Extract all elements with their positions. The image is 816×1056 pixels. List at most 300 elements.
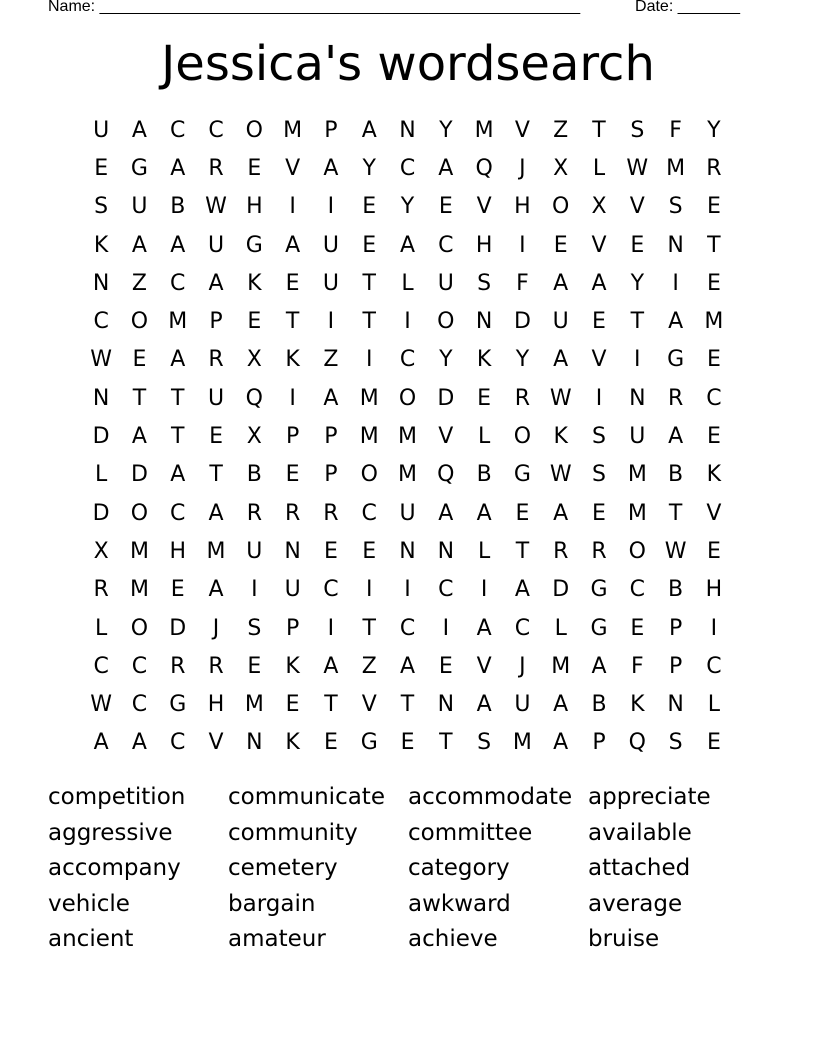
grid-letter: M [666,155,686,181]
grid-letter: P [209,309,223,335]
word-list-item: community [228,819,358,846]
grid-letter: E [553,232,568,258]
grid-letter: V [706,500,722,526]
grid-letter: C [170,500,186,526]
grid-letter: T [209,462,223,488]
grid-letter: E [285,692,300,718]
grid-letter: U [246,538,263,564]
grid-letter: R [208,155,224,181]
grid-letter: C [514,615,531,641]
grid-letter: M [129,538,149,564]
grid-letter: Q [437,462,455,488]
grid-letter: Z [361,653,377,679]
word-list-item: achieve [408,926,498,952]
grid-letter: L [95,615,108,641]
grid-letter: W [549,385,572,411]
grid-letter: W [205,194,227,220]
grid-letter: O [628,538,646,564]
grid-letter: U [514,692,531,718]
grid-letter: A [668,309,684,335]
grid-letter: R [553,538,569,564]
grid-letter: X [553,155,569,181]
grid-letter: C [131,692,148,718]
grid-letter: I [404,309,411,335]
grid-letter: G [590,615,608,641]
grid-letter: Y [362,155,376,181]
grid-letter: E [285,270,300,296]
word-list-item: bargain [228,890,316,917]
grid-letter: A [208,270,224,296]
grid-letter: K [285,653,300,679]
grid-letter: C [399,347,416,373]
grid-letter: C [399,615,416,641]
grid-letter: X [591,194,607,220]
grid-letter: A [476,500,492,526]
grid-letter: T [132,385,147,411]
grid-letter: B [246,462,262,488]
grid-letter: E [209,424,223,450]
grid-letter: W [626,155,649,181]
grid-letter: F [669,117,682,143]
grid-letter: V [361,692,377,718]
grid-letter: P [324,424,338,450]
grid-letter: E [706,347,721,373]
grid-letter: L [592,155,606,181]
grid-letter: E [706,270,721,296]
grid-letter: Q [245,385,263,411]
grid-letter: A [553,270,569,296]
grid-letter: K [247,270,262,296]
grid-letter: P [285,424,300,450]
grid-letter: X [246,424,262,450]
grid-letter: A [553,730,569,756]
grid-letter: C [208,117,224,143]
grid-letter: E [592,309,606,335]
grid-letter: A [476,692,492,718]
word-list-item: cemetery [228,855,338,881]
grid-letter: R [246,500,262,526]
grid-letter: N [475,309,493,335]
grid-letter: G [130,155,148,181]
grid-letter: B [591,692,607,718]
grid-letter: T [362,615,376,641]
grid-letter: M [206,538,226,564]
grid-letter: J [519,155,526,181]
grid-letter: R [591,538,607,564]
grid-letter: E [362,194,377,220]
grid-letter: E [438,653,453,679]
grid-letter: I [442,615,450,641]
grid-letter: I [404,577,411,603]
grid-letter: O [130,615,149,641]
grid-letter: E [362,538,377,564]
grid-letter: M [551,653,571,679]
grid-letter: K [93,232,109,258]
grid-letter: E [170,577,185,603]
grid-letter: B [668,577,684,603]
grid-letter: E [132,347,147,373]
grid-letter: E [630,615,645,641]
grid-letter: A [131,117,147,143]
grid-letter: G [360,730,378,756]
grid-letter: P [668,653,683,679]
grid-letter: Y [400,194,415,220]
grid-letter: K [553,424,568,450]
grid-letter: A [553,692,569,718]
grid-letter: R [208,347,224,373]
grid-letter: S [94,194,109,220]
grid-letter: H [246,194,263,220]
grid-letter: U [207,232,225,258]
word-list-item: average [588,890,683,917]
grid-letter: G [169,692,187,718]
grid-letter: L [707,692,721,718]
grid-letter: K [285,730,300,756]
grid-letter: E [477,385,492,411]
grid-letter: M [627,462,647,488]
grid-letter: A [399,232,416,258]
grid-letter: T [630,309,645,335]
grid-letter: T [707,232,721,258]
grid-letter: R [667,385,684,411]
grid-letter: V [438,424,454,450]
grid-letter: Y [707,117,721,143]
grid-letter: R [284,500,301,526]
grid-letter: T [362,270,376,296]
word-list-item: attached [588,855,691,881]
grid-letter: E [94,155,109,181]
name-field-label: Name: ______________________________________________________ [48,0,581,15]
grid-letter: A [131,730,147,756]
grid-letter: S [247,615,262,641]
grid-letter: T [171,385,185,411]
grid-letter: C [93,653,109,679]
grid-letter: Z [553,117,569,143]
grid-letter: V [476,653,492,679]
grid-letter: V [514,117,530,143]
grid-letter: S [592,462,606,488]
grid-letter: M [283,117,303,143]
grid-letter: U [552,309,569,335]
grid-letter: U [629,424,646,450]
grid-letter: R [706,155,722,181]
grid-letter: S [668,194,683,220]
grid-letter: I [634,347,641,373]
word-list-item: competition [48,784,186,810]
grid-letter: A [131,424,147,450]
grid-letter: W [664,538,687,564]
grid-letter: R [514,385,531,411]
grid-letter: A [476,615,492,641]
grid-letter: E [706,538,721,564]
grid-letter: T [362,309,376,335]
grid-letter: M [512,730,532,756]
grid-letter: K [630,692,645,718]
grid-letter: C [170,270,186,296]
grid-letter: O [130,500,149,526]
grid-letter: A [93,730,109,756]
word-list-item: accommodate [408,784,573,810]
grid-letter: T [592,117,606,143]
grid-letter: S [477,270,492,296]
word-list-item: committee [408,819,533,846]
grid-letter: I [710,615,718,641]
grid-letter: G [667,347,685,373]
grid-letter: A [170,347,186,373]
grid-letter: U [93,117,110,143]
grid-letter: B [170,194,186,220]
grid-letter: V [591,232,607,258]
grid-letter: N [92,385,110,411]
word-list-item: bruise [588,926,660,952]
word-list-item: ancient [48,926,134,952]
grid-letter: W [549,462,572,488]
grid-letter: E [247,155,262,181]
grid-letter: O [130,309,149,335]
word-list [48,780,768,958]
grid-letter: H [169,538,187,564]
header [48,0,740,18]
grid-letter: A [399,653,416,679]
grid-letter: N [284,538,301,564]
grid-letter: U [131,194,148,220]
grid-letter: S [592,424,606,450]
grid-letter: C [361,500,377,526]
grid-letter: D [437,385,455,411]
grid-letter: Z [131,270,147,296]
word-list-item: awkward [408,890,511,917]
grid-letter: R [170,653,186,679]
grid-letter: E [706,730,721,756]
grid-letter: I [480,577,488,603]
grid-letter: I [327,194,335,220]
grid-letter: U [322,232,339,258]
grid-letter: E [323,538,338,564]
grid-letter: E [706,194,721,220]
grid-letter: C [706,653,722,679]
grid-letter: O [437,309,455,335]
word-list-item: communicate [228,784,385,810]
grid-letter: I [327,309,335,335]
grid-letter: P [324,462,338,488]
word-list-item: appreciate [588,784,711,810]
grid-letter: A [438,155,454,181]
grid-letter: L [477,538,491,564]
grid-letter: C [323,577,339,603]
grid-letter: N [246,730,263,756]
grid-letter: C [706,385,722,411]
grid-letter: V [208,730,224,756]
grid-letter: I [365,347,373,373]
grid-letter: T [668,500,683,526]
grid-letter: Y [439,347,453,373]
grid-letter: R [208,653,224,679]
grid-letter: O [360,462,378,488]
grid-letter: S [668,730,683,756]
grid-letter: I [672,270,679,296]
grid-letter: C [131,653,148,679]
grid-letter: Q [475,155,493,181]
grid-letter: W [90,347,113,373]
grid-letter: U [284,577,301,603]
grid-letter: A [323,653,339,679]
grid-letter: M [168,309,188,335]
grid-letter: L [477,424,491,450]
grid-letter: I [519,232,526,258]
grid-letter: A [438,500,454,526]
grid-letter: V [629,194,645,220]
grid-letter: A [668,424,684,450]
grid-letter: A [323,155,339,181]
grid-letter: O [245,117,263,143]
grid-letter: I [595,385,603,411]
grid-letter: T [324,692,338,718]
grid-letter: Y [439,117,453,143]
grid-letter: E [630,232,645,258]
grid-letter: A [591,653,607,679]
grid-letter: N [399,538,416,564]
grid-letter: N [629,385,646,411]
grid-letter: A [361,117,377,143]
grid-letter: T [400,692,415,718]
grid-letter: D [169,615,187,641]
grid-letter: V [591,347,607,373]
grid-letter: E [285,462,300,488]
grid-letter: Z [323,347,339,373]
grid-letter: A [170,232,186,258]
grid-letter: E [515,500,530,526]
grid-letter: A [514,577,530,603]
grid-letter: K [706,462,722,488]
grid-letter: E [400,730,415,756]
grid-letter: E [247,653,262,679]
grid-letter: O [513,424,532,450]
grid-letter: E [438,194,453,220]
grid-letter: K [476,347,492,373]
grid-letter: J [519,653,526,679]
grid-letter: U [207,385,225,411]
grid-letter: O [552,194,570,220]
grid-letter: A [131,232,147,258]
grid-letter: T [515,538,530,564]
grid-letter: M [244,692,264,718]
grid-letter: W [90,692,113,718]
word-list-item: category [408,855,510,881]
grid-letter: I [327,615,335,641]
grid-letter: T [285,309,300,335]
grid-letter: L [401,270,414,296]
grid-letter: S [630,117,645,143]
grid-letter: Y [515,347,530,373]
word-list-item: amateur [228,926,326,952]
grid-letter: A [208,577,224,603]
grid-letter: N [399,117,416,143]
grid-letter: E [247,309,262,335]
grid-letter: P [592,730,606,756]
grid-letter: M [398,424,418,450]
grid-letter: D [552,577,570,603]
grid-letter: J [212,615,220,641]
grid-letter: X [246,347,262,373]
grid-letter: B [668,462,684,488]
grid-letter: L [95,462,108,488]
grid-letter: N [667,692,684,718]
grid-letter: N [667,232,684,258]
grid-letter: A [170,155,186,181]
grid-letter: C [93,309,109,335]
grid-letter: M [359,424,379,450]
grid-letter: A [553,347,569,373]
grid-letter: P [324,117,338,143]
grid-letter: C [170,117,186,143]
grid-letter: L [554,615,567,641]
grid-letter: M [627,500,647,526]
grid-letter: M [359,385,379,411]
grid-letter: D [92,424,110,450]
grid-letter: V [476,194,492,220]
grid-letter: U [437,270,454,296]
page-title: Jessica's wordsearch [161,36,655,92]
grid-letter: A [323,385,339,411]
grid-letter: H [475,232,493,258]
grid-letter: A [553,500,569,526]
grid-letter: X [93,538,109,564]
grid-letter: N [437,692,455,718]
grid-letter: E [592,500,606,526]
grid-letter: A [208,500,224,526]
grid-letter: A [285,232,301,258]
grid-letter: U [322,270,339,296]
grid-letter: C [438,232,454,258]
grid-letter: M [398,462,418,488]
date-field-label: Date: _______ [635,0,740,15]
grid-letter: T [171,424,185,450]
grid-letter: D [130,462,148,488]
grid-letter: C [438,577,454,603]
grid-letter: E [362,232,377,258]
grid-letter: C [170,730,186,756]
grid-letter: A [591,270,607,296]
grid-letter: D [513,309,531,335]
grid-letter: P [668,615,683,641]
grid-letter: P [285,615,300,641]
grid-letter: E [323,730,338,756]
grid-letter: V [285,155,301,181]
grid-letter: S [477,730,492,756]
grid-letter: T [439,730,453,756]
grid-letter: G [513,462,531,488]
grid-letter: K [285,347,300,373]
grid-letter: I [251,577,258,603]
grid-letter: C [629,577,645,603]
grid-letter: I [289,194,296,220]
grid-letter: G [590,577,608,603]
grid-letter: H [514,194,531,220]
grid-letter: D [92,500,110,526]
grid-letter: N [437,538,455,564]
word-list-item: accompany [48,855,181,881]
grid-letter: O [398,385,417,411]
grid-letter: Y [630,270,645,296]
word-list-item: available [588,819,692,846]
grid-letter: M [474,117,494,143]
grid-letter: M [704,309,724,335]
grid-letter: E [706,424,721,450]
grid-letter: G [245,232,263,258]
grid-letter: R [93,577,109,603]
grid-letter: H [705,577,723,603]
grid-letter: B [476,462,492,488]
